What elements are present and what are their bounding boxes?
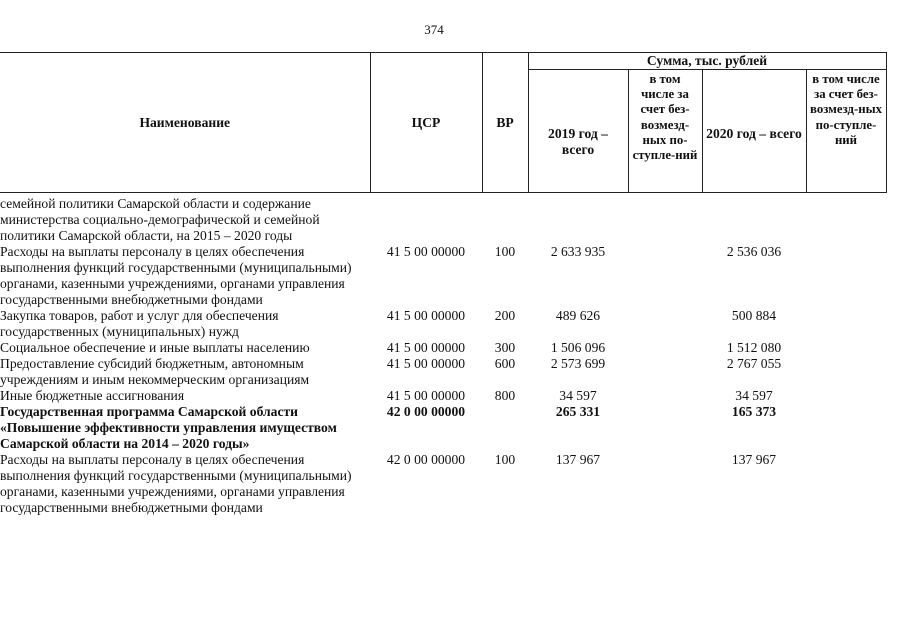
row-2019-gratuitous <box>628 452 702 516</box>
row-2019-total: 137 967 <box>555 452 601 467</box>
row-2019-total: 34 597 <box>559 388 597 403</box>
column-header-2019-gratuitous: в том числе за счет без-возмезд-ных по-ступле-ний <box>628 70 702 193</box>
row-vr-code: 800 <box>494 388 516 403</box>
table-row <box>0 244 886 308</box>
row-2019-gratuitous <box>628 340 702 356</box>
row-name: Расходы на выплаты персоналу в целях обеспечения выполнения функций государственными (муниципальными) органами, казенными учреждениями, органами управления государственными внебюджетными фондами <box>0 244 352 307</box>
row-vr-code: 200 <box>494 308 516 323</box>
table-header <box>0 53 886 193</box>
table-row <box>0 340 886 356</box>
table-body <box>0 193 886 517</box>
row-name: Социальное обеспечение и иные выплаты населению <box>0 340 310 355</box>
row-name: Государственная программа Самарской области «Повышение эффективности управления имуществом Самарской области на 2014 – 2020 годы» <box>0 404 337 451</box>
row-name: Иные бюджетные ассигнования <box>0 388 185 403</box>
row-2020-gratuitous <box>806 244 886 308</box>
budget-table <box>0 52 887 516</box>
row-2019-gratuitous <box>628 388 702 404</box>
row-2020-gratuitous <box>806 452 886 516</box>
row-2020-total: 1 512 080 <box>726 340 782 355</box>
row-2019-gratuitous <box>628 356 702 388</box>
row-2020-total: 165 373 <box>731 404 777 419</box>
row-name: Расходы на выплаты персоналу в целях обеспечения выполнения функций государственными (муниципальными) органами, казенными учреждениями, органами управления государственными внебюджетными фондами <box>0 452 352 515</box>
row-2020-gratuitous <box>806 404 886 452</box>
row-csr-code: 42 0 00 00000 <box>386 452 466 467</box>
row-name: Закупка товаров, работ и услуг для обеспечения государственных (муниципальных) нужд <box>0 308 279 339</box>
row-2020-total <box>702 193 806 245</box>
table-row <box>0 193 886 245</box>
row-2019-gratuitous <box>628 404 702 452</box>
row-2020-gratuitous <box>806 340 886 356</box>
row-vr-code <box>482 193 528 245</box>
row-2019-gratuitous <box>628 193 702 245</box>
row-2020-gratuitous <box>806 388 886 404</box>
row-name: семейной политики Самарской области и содержание министерства социально-демографической и семейной политики Самарской области, на 2015 – 2020 годы <box>0 196 320 243</box>
row-2019-total: 2 573 699 <box>550 356 606 371</box>
row-vr-code: 300 <box>494 340 516 355</box>
row-csr-code <box>370 193 482 245</box>
row-2019-total: 265 331 <box>555 404 601 419</box>
row-vr-code: 100 <box>494 452 516 467</box>
row-2019-total: 1 506 096 <box>550 340 606 355</box>
row-2020-total: 137 967 <box>731 452 777 467</box>
column-header-2019-total: 2019 год – всего <box>528 70 628 193</box>
row-csr-code: 42 0 00 00000 <box>386 404 466 419</box>
row-2020-total: 2 767 055 <box>726 356 782 371</box>
column-header-2020-gratuitous: в том числе за счет без-возмезд-ных по-ступле-ний <box>806 70 886 193</box>
column-header-vr: ВР <box>482 53 528 193</box>
table-row <box>0 404 886 452</box>
row-2019-gratuitous <box>628 308 702 340</box>
row-csr-code: 41 5 00 00000 <box>386 244 466 259</box>
table-row <box>0 308 886 340</box>
row-csr-code: 41 5 00 00000 <box>386 340 466 355</box>
row-2020-gratuitous <box>806 308 886 340</box>
row-2020-total: 34 597 <box>735 388 773 403</box>
column-header-2020-total: 2020 год – всего <box>702 70 806 193</box>
row-csr-code: 41 5 00 00000 <box>386 388 466 403</box>
row-2020-gratuitous <box>806 356 886 388</box>
column-group-sum: Сумма, тыс. рублей <box>528 53 886 70</box>
column-header-name: Наименование <box>0 53 370 193</box>
table-row <box>0 388 886 404</box>
row-name: Предоставление субсидий бюджетным, автономным учреждениям и иным некоммерческим организациям <box>0 356 310 387</box>
row-vr-code: 100 <box>494 244 516 259</box>
row-csr-code: 41 5 00 00000 <box>386 308 466 323</box>
row-csr-code: 41 5 00 00000 <box>386 356 466 371</box>
row-2019-total: 489 626 <box>555 308 601 323</box>
table-row <box>0 356 886 388</box>
column-header-csr: ЦСР <box>370 53 482 193</box>
row-2019-gratuitous <box>628 244 702 308</box>
page-number: 374 <box>424 22 444 37</box>
row-vr-code <box>482 404 528 452</box>
row-2020-total: 500 884 <box>731 308 777 323</box>
row-vr-code: 600 <box>494 356 516 371</box>
row-2019-total: 2 633 935 <box>550 244 606 259</box>
row-2020-gratuitous <box>806 193 886 245</box>
row-2019-total <box>528 193 628 245</box>
row-2020-total: 2 536 036 <box>726 244 782 259</box>
table-row <box>0 452 886 516</box>
